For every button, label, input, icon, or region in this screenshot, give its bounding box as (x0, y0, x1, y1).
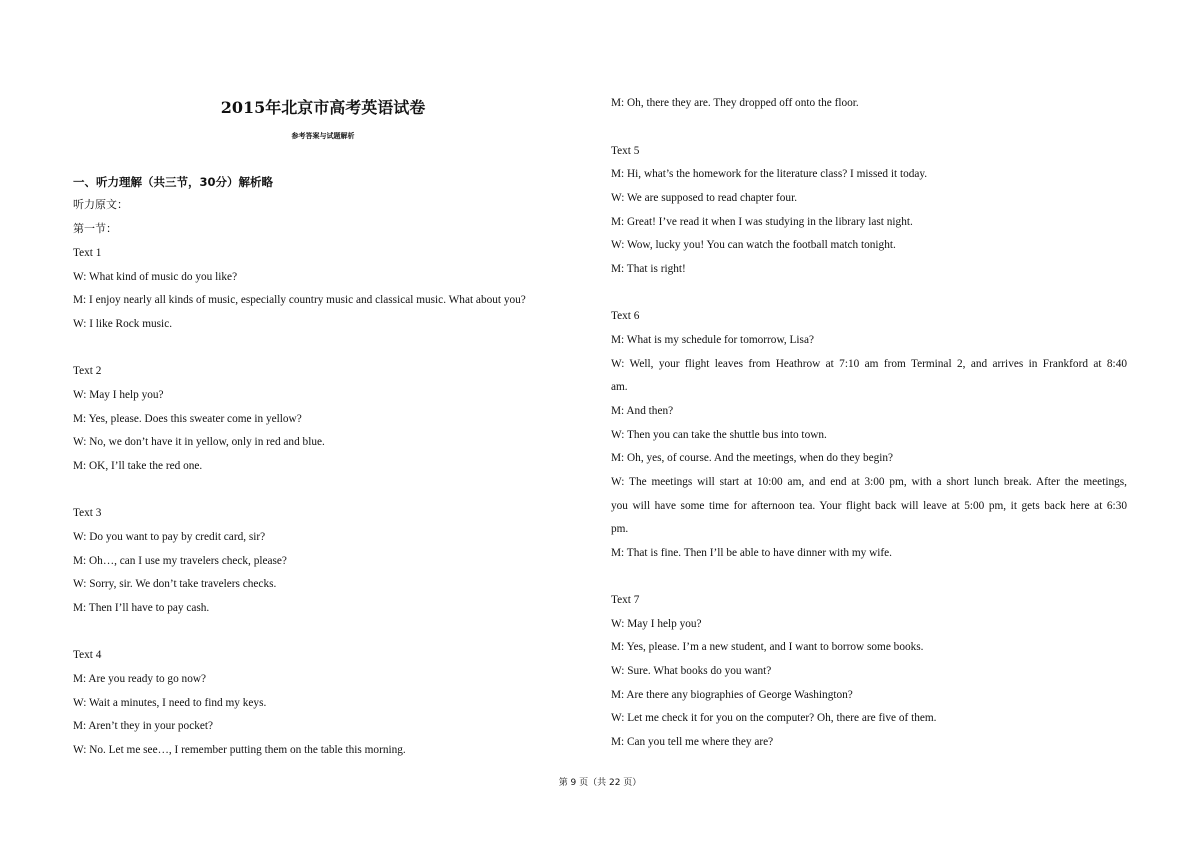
dialogue-line: W: No, we don’t have it in yellow, only in red and blue. (73, 436, 325, 448)
dialogue-line: M: OK, I’ll take the red one. (73, 460, 203, 472)
dialogue-line: W: I like Rock music. (73, 318, 173, 330)
dialogue-line: W: No. Let me see…, I remember putting them on the table this morning. (73, 744, 406, 756)
dialogue-line: you will have some time for afternoon tea. Your flight back will leave at 5:00 pm, it gets back here at 6:30 (611, 500, 1127, 512)
text4-label: Text 4 (73, 649, 102, 661)
text5-label: Text 5 (611, 145, 640, 157)
dialogue-line: M: Yes, please. I’m a new student, and I want to borrow some books. (611, 641, 924, 653)
page-subtitle: 参考答案与试题解析 (291, 132, 355, 140)
dialogue-line: W: Sorry, sir. We don’t take travelers checks. (73, 578, 277, 590)
dialogue-line: M: That is fine. Then I’ll be able to have dinner with my wife. (611, 547, 892, 559)
dialogue-line: M: Aren’t they in your pocket? (73, 720, 214, 732)
dialogue-line: M: Can you tell me where they are? (611, 736, 774, 748)
dialogue-line: W: Then you can take the shuttle bus into town. (611, 429, 827, 441)
dialogue-line: W: Do you want to pay by credit card, sir? (73, 531, 266, 543)
dialogue-line: W: We are supposed to read chapter four. (611, 192, 798, 204)
dialogue-line: W: May I help you? (73, 389, 164, 401)
dialogue-line: M: Then I’ll have to pay cash. (73, 602, 210, 614)
dialogue-line: M: Are there any biographies of George Washington? (611, 689, 853, 701)
text2-label: Text 2 (73, 365, 102, 377)
dialogue-line: M: Oh, there they are. They dropped off onto the floor. (611, 97, 859, 109)
text1-label: Text 1 (73, 247, 102, 259)
dialogue-line: pm. (611, 523, 629, 535)
dialogue-line: W: Wow, lucky you! You can watch the football match tonight. (611, 239, 896, 251)
dialogue-line: W: Let me check it for you on the computer? Oh, there are five of them. (611, 712, 937, 724)
page-title: 2015年北京市高考英语试卷 (220, 98, 426, 117)
dialogue-line: M: Are you ready to go now? (73, 673, 207, 685)
dialogue-line: W: The meetings will start at 10:00 am, and end at 3:00 pm, with a short lunch break. After the meetings, (611, 476, 1127, 488)
part-label: 第一节： (73, 222, 117, 235)
dialogue-line: W: May I help you? (611, 618, 702, 630)
dialogue-line: M: Great! I’ve read it when I was studying in the library last night. (611, 216, 913, 228)
dialogue-line: M: What is my schedule for tomorrow, Lisa? (611, 334, 814, 346)
page-number: 第 9 页（共 22 页） (558, 778, 642, 788)
transcript-label: 听力原文： (73, 198, 128, 211)
dialogue-line: W: What kind of music do you like? (73, 271, 238, 283)
dialogue-line: M: Hi, what’s the homework for the literature class? I missed it today. (611, 168, 928, 180)
dialogue-line: M: That is right! (611, 263, 686, 275)
dialogue-line: M: Oh…, can I use my travelers check, please? (73, 555, 287, 567)
dialogue-line: M: Oh, yes, of course. And the meetings, when do they begin? (611, 452, 894, 464)
dialogue-line: W: Well, your flight leaves from Heathrow at 7:10 am from Terminal 2, and arrives in Frankford at 8:40 (611, 358, 1127, 370)
dialogue-line: W: Wait a minutes, I need to find my keys. (73, 697, 267, 709)
dialogue-line: am. (611, 381, 628, 393)
text7-label: Text 7 (611, 594, 640, 606)
dialogue-line: M: And then? (611, 405, 674, 417)
section-heading: 一、听力理解（共三节，30分）解析略 (73, 175, 274, 189)
text6-label: Text 6 (611, 310, 640, 322)
dialogue-line: M: Yes, please. Does this sweater come in yellow? (73, 413, 302, 425)
dialogue-line: W: Sure. What books do you want? (611, 665, 772, 677)
dialogue-line: M: I enjoy nearly all kinds of music, especially country music and classical music. What about you? (73, 294, 526, 306)
text3-label: Text 3 (73, 507, 102, 519)
